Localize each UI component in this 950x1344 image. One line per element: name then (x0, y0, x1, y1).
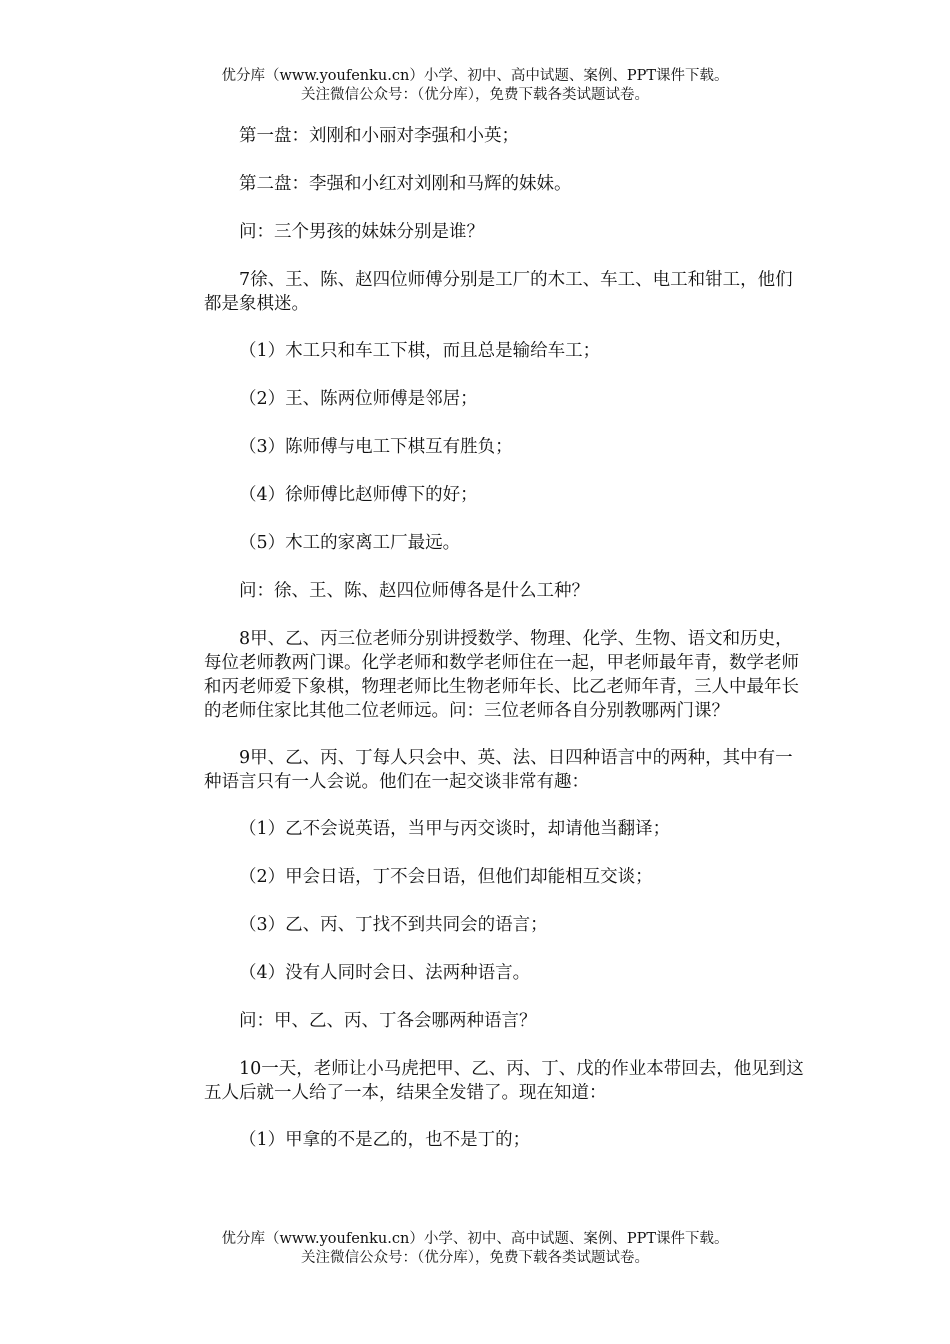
paragraph: （1）甲拿的不是乙的，也不是丁的； (239, 1130, 531, 1150)
page-header (0, 67, 950, 105)
paragraph: 问：三个男孩的妹妹分别是谁？ (239, 222, 484, 242)
paragraph: 问：甲、乙、丙、丁各会哪两种语言？ (239, 1011, 537, 1031)
paragraph: 第一盘：刘刚和小丽对李强和小英； (239, 126, 519, 146)
paragraph: （2）甲会日语，丁不会日语，但他们却能相互交谈； (239, 867, 653, 887)
question-9: 9甲、乙、丙、丁每人只会中、英、法、日四种语言中的两种，其中有一种语言只有一人会说。他们在一起交谈非常有趣： (204, 748, 793, 792)
paragraph: （4）徐师傅比赵师傅下的好； (239, 485, 478, 505)
paragraph: 问：徐、王、陈、赵四位师傅各是什么工种？ (239, 581, 589, 601)
paragraph: （2）王、陈两位师傅是邻居； (239, 389, 478, 409)
page-footer (0, 1230, 950, 1268)
question-10: 10一天，老师让小马虎把甲、乙、丙、丁、戊的作业本带回去，他见到这五人后就一人给了一本，结果全发错了。现在知道： (204, 1059, 804, 1103)
footer-line-2: 关注微信公众号：（优分库），免费下载各类试题试卷。 (301, 1250, 649, 1266)
question-7: 7徐、王、陈、赵四位师傅分别是工厂的木工、车工、电工和钳工，他们都是象棋迷。 (204, 270, 793, 314)
footer-line-1: 优分库（www.youfenku.cn）小学、初中、高中试题、案例、PPT课件下载。 (221, 1231, 729, 1247)
paragraph: 第二盘：李强和小红对刘刚和马辉的妹妹。 (239, 174, 572, 194)
paragraph: （3）陈师傅与电工下棋互有胜负； (239, 437, 513, 457)
paragraph: （4）没有人同时会日、法两种语言。 (239, 963, 531, 983)
paragraph: （5）木工的家离工厂最远。 (239, 533, 461, 553)
paragraph: （1）木工只和车工下棋，而且总是输给车工； (239, 341, 601, 361)
document-body (204, 124, 804, 1176)
header-line-2: 关注微信公众号：（优分库），免费下载各类试题试卷。 (301, 87, 649, 103)
paragraph: （3）乙、丙、丁找不到共同会的语言； (239, 915, 548, 935)
question-8: 8甲、乙、丙三位老师分别讲授数学、物理、化学、生物、语文和历史，每位老师教两门课。化学老师和数学老师住在一起，甲老师最年青，数学老师和丙老师爱下象棋，物理老师比生物老师年长、比乙老师年青，三人中最年长的老师住家比其他二位老师远。问：三位老师各自分别教哪两门课？ (204, 629, 799, 721)
header-line-1: 优分库（www.youfenku.cn）小学、初中、高中试题、案例、PPT课件下载。 (221, 68, 729, 84)
paragraph: （1）乙不会说英语，当甲与丙交谈时，却请他当翻译； (239, 819, 671, 839)
